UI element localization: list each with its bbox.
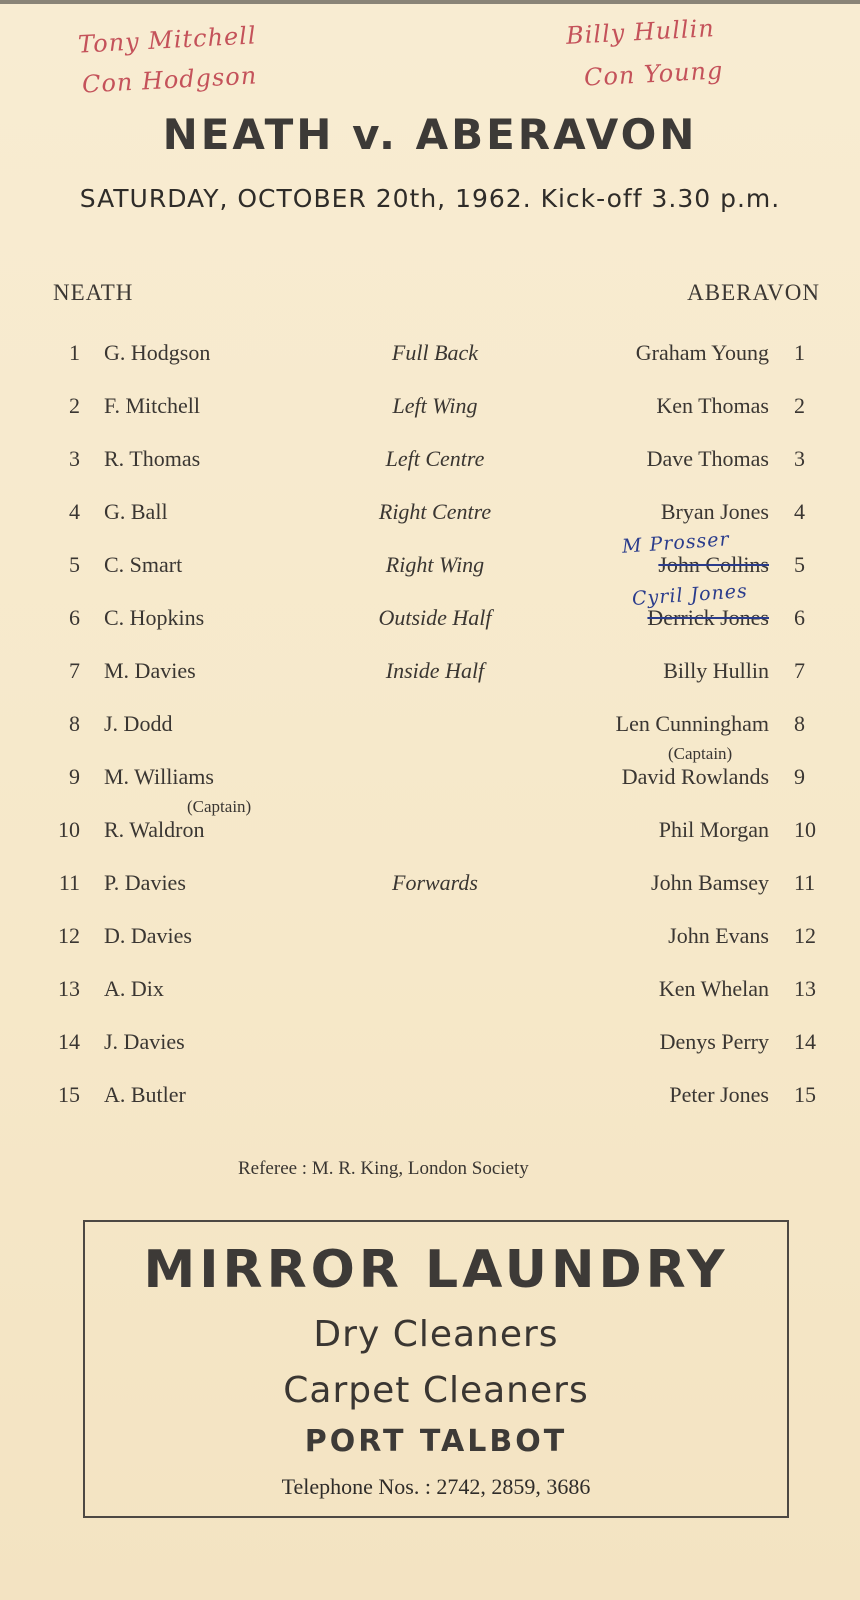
away-player-number: 12 <box>794 923 816 948</box>
away-player-number: 5 <box>794 552 805 577</box>
position-label: Right Centre <box>378 499 492 524</box>
home-player-number: 9 <box>69 764 80 789</box>
away-player-number: 11 <box>794 870 816 895</box>
away-player-name: Billy Hullin <box>663 658 769 683</box>
position-label: Left Wing <box>392 393 478 418</box>
lineup-row <box>0 1082 860 1122</box>
away-player-name: Dave Thomas <box>646 446 769 471</box>
away-player-name: Denys Perry <box>659 1029 769 1054</box>
lineup-row <box>0 446 860 486</box>
advert-city: PORT TALBOT <box>304 1424 568 1459</box>
home-player-number: 1 <box>69 340 80 365</box>
position-label: Forwards <box>392 870 478 895</box>
away-player-number: 4 <box>794 499 805 524</box>
home-player-name: A. Dix <box>104 976 164 1001</box>
advert-title: MIRROR LAUNDRY <box>143 1240 729 1300</box>
position-label: Outside Half <box>378 605 492 630</box>
position-label: Full Back <box>391 340 479 365</box>
away-player-name: John Evans <box>668 923 769 948</box>
advert-line-dry-cleaners: Dry Cleaners <box>313 1314 559 1355</box>
home-player-name: A. Butler <box>104 1082 186 1107</box>
away-player-name: Len Cunningham <box>615 711 769 736</box>
home-player-name: R. Thomas <box>104 446 201 471</box>
home-player-name: M. Williams <box>104 764 214 789</box>
home-player-number: 11 <box>58 870 80 895</box>
lineup-row <box>0 393 860 433</box>
home-player-name: C. Smart <box>104 552 183 577</box>
lineup-row <box>0 923 860 963</box>
match-date-kickoff: SATURDAY, OCTOBER 20th, 1962. Kick-off 3.30 p.m. <box>79 184 781 213</box>
home-player-name: F. Mitchell <box>104 393 201 418</box>
advert-line-carpet-cleaners: Carpet Cleaners <box>283 1370 589 1411</box>
home-player-name: C. Hopkins <box>104 605 205 630</box>
home-player-number: 6 <box>69 605 80 630</box>
home-player-number: 7 <box>69 658 80 683</box>
lineup-row <box>0 976 860 1016</box>
home-player-number: 13 <box>58 976 80 1001</box>
home-player-number: 12 <box>58 923 80 948</box>
away-player-name: Peter Jones <box>669 1082 769 1107</box>
away-player-number: 2 <box>794 393 805 418</box>
position-label: Inside Half <box>385 658 485 683</box>
home-player-name: J. Davies <box>104 1029 185 1054</box>
handwritten-replacement-row5: M Prosser <box>621 528 731 558</box>
position-label: Left Centre <box>385 446 485 471</box>
away-player-number: 9 <box>794 764 805 789</box>
handwritten-replacement-row6: Cyril Jones <box>631 579 749 611</box>
away-captain-label: (Captain) <box>668 744 733 763</box>
away-player-name: Bryan Jones <box>660 499 769 524</box>
away-player-number: 10 <box>794 817 816 842</box>
away-player-number: 8 <box>794 711 805 736</box>
handwritten-note-left-top: Tony Mitchell <box>77 21 258 59</box>
away-player-number: 1 <box>794 340 805 365</box>
away-player-name: David Rowlands <box>621 764 769 789</box>
home-player-number: 14 <box>58 1029 80 1054</box>
lineup-row <box>0 1029 860 1069</box>
lineup-row <box>0 870 860 910</box>
away-player-name: Ken Thomas <box>656 393 769 418</box>
lineup-row <box>0 499 860 539</box>
home-player-number: 15 <box>58 1082 80 1107</box>
lineup-row <box>0 605 860 645</box>
home-player-number: 4 <box>69 499 80 524</box>
away-player-name: Graham Young <box>635 340 769 365</box>
away-player-name: John Bamsey <box>651 870 769 895</box>
away-player-name-struck-out: John Collins <box>658 552 769 577</box>
home-captain-label: (Captain) <box>187 797 252 816</box>
away-player-number: 3 <box>794 446 805 471</box>
referee-line: Referee : M. R. King, London Society <box>238 1158 529 1179</box>
home-team-heading: NEATH <box>53 280 134 305</box>
mirror-laundry-advert <box>83 1220 789 1518</box>
away-player-number: 6 <box>794 605 805 630</box>
home-player-number: 2 <box>69 393 80 418</box>
home-player-number: 10 <box>58 817 80 842</box>
home-player-name: J. Dodd <box>104 711 173 736</box>
away-team-heading: ABERAVON <box>687 280 820 305</box>
away-player-number: 13 <box>794 976 816 1001</box>
lineup-row <box>0 658 860 698</box>
top-edge <box>0 0 860 4</box>
match-title: NEATH v. ABERAVON <box>162 110 698 159</box>
home-player-name: G. Hodgson <box>104 340 211 365</box>
home-player-name: R. Waldron <box>104 817 205 842</box>
handwritten-note-left-bottom: Con Hodgson <box>81 61 258 99</box>
away-player-name-struck-out: Derrick Jones <box>647 605 769 630</box>
away-player-number: 15 <box>794 1082 816 1107</box>
position-label: Right Wing <box>385 552 485 577</box>
advert-telephone: Telephone Nos. : 2742, 2859, 3686 <box>281 1474 591 1499</box>
home-player-name: P. Davies <box>104 870 186 895</box>
lineup-row <box>0 817 860 857</box>
home-player-name: M. Davies <box>104 658 196 683</box>
home-player-number: 3 <box>69 446 80 471</box>
lineup-row <box>0 764 860 804</box>
home-player-name: G. Ball <box>104 499 168 524</box>
away-player-name: Phil Morgan <box>658 817 769 842</box>
lineup-row <box>0 340 860 380</box>
away-player-number: 14 <box>794 1029 816 1054</box>
handwritten-note-right-bottom: Con Young <box>583 56 725 92</box>
away-player-number: 7 <box>794 658 805 683</box>
handwritten-note-right-top: Billy Hullin <box>565 14 716 50</box>
home-player-number: 8 <box>69 711 80 736</box>
home-player-number: 5 <box>69 552 80 577</box>
home-player-name: D. Davies <box>104 923 192 948</box>
away-player-name: Ken Whelan <box>658 976 769 1001</box>
